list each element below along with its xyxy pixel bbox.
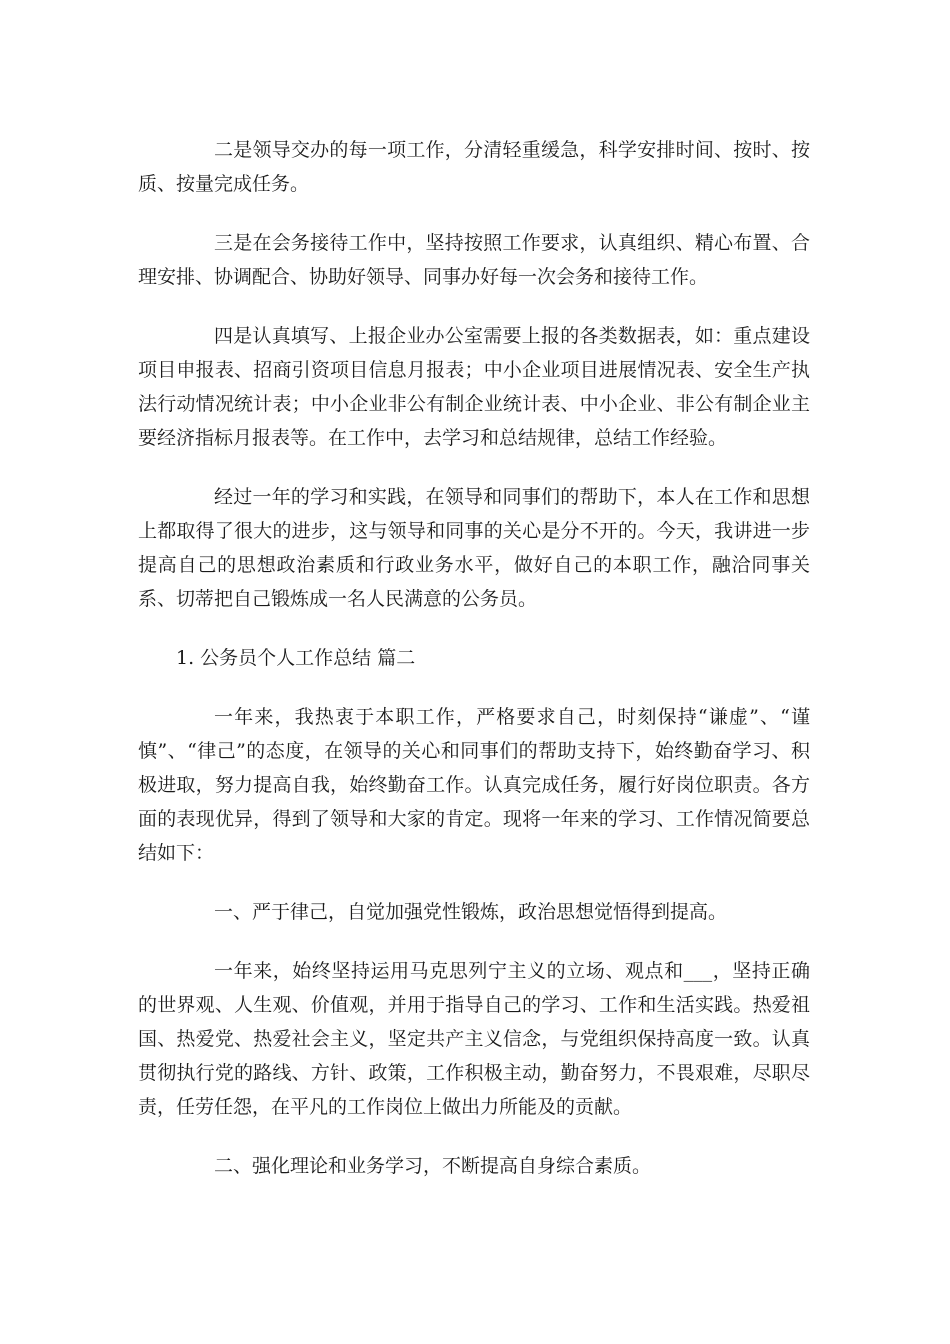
paragraph-political-thought: 一年来，始终坚持运用马克思列宁主义的立场、观点和___，坚持正确的世界观、人生观、价值观，并用于指导自己的学习、工作和生活实践。热爱祖国、热爱党、热爱社会主义，坚定共产主义信念，与党组织保持高度一致。认真贯彻执行党的路线、方针、政策，工作积极主动，勤奋努力，不畏艰难，尽职尽责，任劳任怨，在平凡的工作岗位上做出力所能及的贡献。: [138, 960, 810, 1118]
section-heading: 1. 公务员个人工作总结 篇二: [176, 647, 416, 669]
paragraph-subheading-one: 一、严于律己，自觉加强党性锻炼，政治思想觉悟得到提高。: [214, 901, 728, 923]
document-body: [138, 133, 810, 1208]
paragraph-subheading-two: 二、强化理论和业务学习，不断提高自身综合素质。: [214, 1155, 652, 1177]
paragraph-meeting-reception: 三是在会务接待工作中，坚持按照工作要求，认真组织、精心布置、合理安排、协调配合、协助好领导、同事办好每一次会务和接待工作。: [138, 232, 810, 288]
paragraph-section-intro: 一年来，我热衷于本职工作，严格要求自己，时刻保持“谦虚”、“谨慎”、“律己”的态度，在领导的关心和同事们的帮助支持下，始终勤奋学习、积极进取，努力提高自我，始终勤奋工作。认真完成任务，履行好岗位职责。各方面的表现优异，得到了领导和大家的肯定。现将一年来的学习、工作情况简要总结如下：: [138, 706, 810, 864]
paragraph-data-reports: 四是认真填写、上报企业办公室需要上报的各类数据表，如：重点建设项目申报表、招商引资项目信息月报表；中小企业项目进展情况表、安全生产执法行动情况统计表；中小企业非公有制企业统计表、中小企业、非公有制企业主要经济指标月报表等。在工作中，去学习和总结规律，总结工作经验。: [138, 325, 810, 449]
paragraph-year-summary: 经过一年的学习和实践，在领导和同事们的帮助下，本人在工作和思想上都取得了很大的进步，这与领导和同事的关心是分不开的。今天，我讲进一步提高自己的思想政治素质和行政业务水平，做好自己的本职工作，融洽同事关系、切蒂把自己锻炼成一名人民满意的公务员。: [138, 486, 810, 610]
paragraph-task-handling: 二是领导交办的每一项工作，分清轻重缓急，科学安排时间、按时、按质、按量完成任务。: [138, 139, 810, 195]
